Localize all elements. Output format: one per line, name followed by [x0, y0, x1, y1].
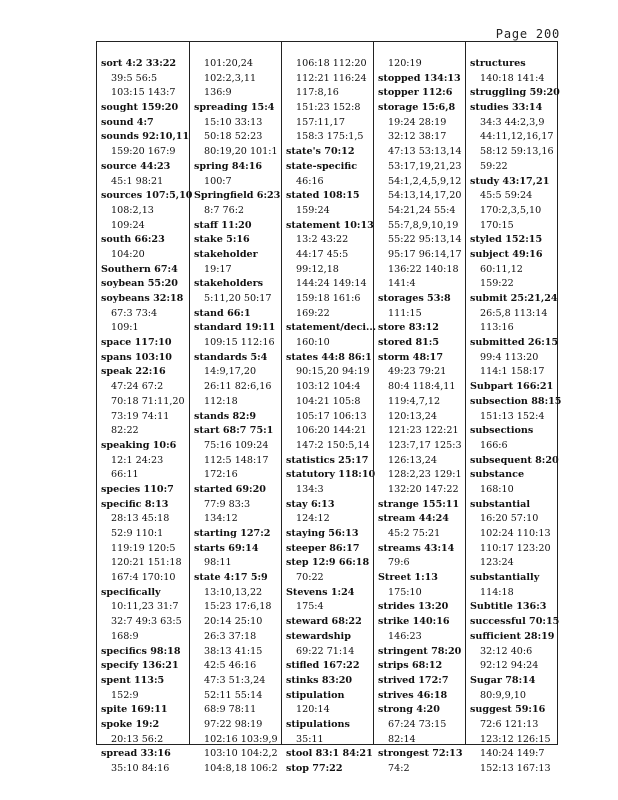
- index-reference: 32:12 38:17: [388, 131, 447, 143]
- index-entry: struggling 59:20: [470, 87, 560, 99]
- index-entry: subsections: [470, 425, 534, 437]
- index-reference: 108:2,13: [111, 204, 154, 216]
- index-entry: statement/deci...: [286, 322, 377, 334]
- index-reference: 132:20 147:22: [388, 483, 459, 495]
- index-reference: 175:10: [388, 586, 422, 598]
- index-reference: 35:10 84:16: [111, 763, 170, 774]
- index-reference: 38:13 41:15: [204, 645, 263, 657]
- index-entry: statistics 25:17: [286, 454, 369, 466]
- index-entry: stopped 134:13: [378, 72, 461, 84]
- index-reference: 98:11: [204, 557, 232, 569]
- index-reference: 101:20,24: [204, 58, 254, 69]
- index-column-1: [97, 42, 193, 774]
- index-entry: strides 13:20: [378, 601, 449, 613]
- index-reference: 49:23 79:21: [388, 366, 447, 378]
- index-reference: 13:10,13,22: [204, 586, 263, 598]
- index-reference: 19:17: [204, 263, 232, 275]
- index-reference: 111:15: [388, 307, 422, 319]
- index-reference: 72:6 121:13: [480, 718, 539, 730]
- index-reference: 54:1,2,4,5,9,12: [388, 175, 462, 187]
- index-entry: spoke 19:2: [101, 718, 160, 730]
- index-reference: 14:9,17,20: [204, 366, 257, 378]
- index-reference: 146:23: [388, 630, 422, 642]
- index-reference: 170:2,3,5,10: [480, 204, 542, 216]
- index-entry: steward 68:22: [286, 616, 362, 628]
- index-reference: 66:11: [111, 469, 139, 481]
- index-reference: 120:19: [388, 58, 422, 69]
- index-entry: styled 152:15: [470, 234, 543, 246]
- index-entry: studies 33:14: [470, 102, 543, 114]
- index-reference: 102:16 103:9,9: [204, 733, 278, 745]
- index-entry: stop 77:22: [286, 763, 343, 774]
- index-reference: 170:15: [480, 219, 514, 231]
- index-entry: streams 43:14: [378, 542, 455, 554]
- index-reference: 26:11 82:6,16: [204, 381, 272, 393]
- index-entry: Street 1:13: [378, 572, 438, 584]
- index-entry: Subtitle 136:3: [470, 601, 547, 613]
- index-reference: 45:5 59:24: [480, 190, 533, 202]
- index-entry: state 4:17 5:9: [194, 572, 268, 584]
- index-entry: space 117:10: [101, 337, 172, 349]
- index-entry: submitted 26:15: [470, 337, 559, 349]
- index-reference: 35:11: [296, 733, 324, 745]
- index-entry: specifics 98:18: [101, 645, 181, 657]
- index-entry: soybeans 32:18: [101, 293, 184, 304]
- index-reference: 159:24: [296, 204, 330, 216]
- index-column-4: [373, 42, 465, 774]
- index-entry: specify 136:21: [101, 660, 179, 672]
- index-entry: start 68:7 75:1: [194, 425, 274, 437]
- index-entry: stakeholders: [194, 278, 264, 290]
- index-reference: 13:2 43:22: [296, 234, 349, 246]
- index-entry: south 66:23: [101, 234, 165, 246]
- index-entry: Southern 67:4: [101, 263, 178, 275]
- index-reference: 113:16: [480, 322, 514, 334]
- index-reference: 119:4,7,12: [388, 395, 441, 407]
- index-reference: 8:7 76:2: [204, 204, 245, 216]
- index-reference: 119:19 120:5: [111, 542, 176, 554]
- index-entry: substantially: [470, 572, 540, 584]
- index-reference: 82:14: [388, 733, 416, 745]
- index-reference: 123:12 126:15: [480, 733, 551, 745]
- index-reference: 95:17 96:14,17: [388, 248, 462, 260]
- index-reference: 80:4 118:4,11: [388, 381, 456, 393]
- index-entry: stream 44:24: [378, 513, 449, 525]
- index-reference: 109:24: [111, 219, 145, 231]
- index-reference: 106:18 112:20: [296, 58, 367, 69]
- index-reference: 75:16 109:24: [204, 439, 269, 451]
- index-reference: 26:3 37:18: [204, 630, 257, 642]
- index-entry: species 110:7: [101, 483, 174, 495]
- index-reference: 54:13,14,17,20: [388, 190, 462, 202]
- index-reference: 109:1: [111, 322, 139, 334]
- index-reference: 26:5,8 113:14: [480, 307, 548, 319]
- index-entry: structures: [470, 58, 526, 69]
- index-reference: 103:12 104:4: [296, 381, 361, 393]
- index-entry: spite 169:11: [101, 704, 168, 716]
- index-reference: 77:9 83:3: [204, 498, 251, 510]
- index-reference: 168:10: [480, 483, 514, 495]
- index-entry: soybean 55:20: [101, 278, 178, 290]
- index-reference: 70:22: [296, 572, 324, 584]
- index-reference: 73:19 74:11: [111, 410, 170, 422]
- index-entry: strange 155:11: [378, 498, 460, 510]
- index-entry: Springfield 6:23: [194, 190, 281, 202]
- index-reference: 99:4 113:20: [480, 351, 539, 363]
- index-reference: 102:2,3,11: [204, 72, 257, 84]
- index-entry: spans 103:10: [101, 351, 172, 363]
- index-reference: 44:17 45:5: [296, 248, 349, 260]
- index-reference: 136:9: [204, 87, 232, 99]
- index-entry: sort 4:2 33:22: [101, 58, 177, 69]
- index-reference: 158:3 175:1,5: [296, 131, 364, 143]
- index-reference: 74:2: [388, 763, 410, 774]
- index-reference: 128:2,23 129:1: [388, 469, 462, 481]
- index-entry: stringent 78:20: [378, 645, 462, 657]
- index-entry: study 43:17,21: [470, 175, 550, 187]
- index-entry: spreading 15:4: [194, 102, 275, 114]
- index-reference: 123:24: [480, 557, 514, 569]
- index-reference: 60:11,12: [480, 263, 523, 275]
- index-entry: started 69:20: [194, 483, 266, 495]
- index-reference: 159:18 161:6: [296, 293, 361, 304]
- index-entry: step 12:9 66:18: [286, 557, 370, 569]
- index-entry: storages 53:8: [378, 293, 451, 304]
- index-reference: 47:13 53:13,14: [388, 146, 462, 158]
- index-entry: stool 83:1 84:21: [286, 748, 373, 760]
- index-entry: stinks 83:20: [286, 674, 353, 686]
- index-entry: statement 10:13: [286, 219, 374, 231]
- index-reference: 112:21 116:24: [296, 72, 367, 84]
- index-entry: sought 159:20: [101, 102, 179, 114]
- index-reference: 152:13 167:13: [480, 763, 551, 774]
- index-entry: strived 172:7: [378, 674, 449, 686]
- index-reference: 168:9: [111, 630, 139, 642]
- index-reference: 68:9 78:11: [204, 704, 257, 716]
- index-reference: 47:24 67:2: [111, 381, 164, 393]
- index-reference: 55:22 95:13,14: [388, 234, 462, 246]
- index-reference: 70:18 71:11,20: [111, 395, 185, 407]
- index-entry: starting 127:2: [194, 528, 271, 539]
- index-entry: stored 81:5: [378, 337, 440, 349]
- index-reference: 126:13,24: [388, 454, 438, 466]
- index-entry: speaking 10:6: [101, 439, 177, 451]
- index-entry: successful 70:15: [470, 616, 560, 628]
- index-reference: 20:13 56:2: [111, 733, 164, 745]
- index-reference: 67:3 73:4: [111, 307, 158, 319]
- index-reference: 109:15 112:16: [204, 337, 275, 349]
- index-reference: 169:22: [296, 307, 330, 319]
- index-reference: 104:21 105:8: [296, 395, 361, 407]
- index-reference: 134:3: [296, 483, 324, 495]
- index-reference: 120:13,24: [388, 410, 438, 422]
- index-column-2: [189, 42, 281, 774]
- index-entry: store 83:12: [378, 322, 439, 334]
- index-reference: 12:1 24:23: [111, 454, 164, 466]
- index-reference: 20:14 25:10: [204, 616, 263, 628]
- index-reference: 59:22: [480, 160, 508, 172]
- index-reference: 106:20 144:21: [296, 425, 367, 437]
- index-entry: storm 48:17: [378, 351, 444, 363]
- index-reference: 97:22 98:19: [204, 718, 263, 730]
- index-reference: 117:8,16: [296, 87, 339, 99]
- index-reference: 144:24 149:14: [296, 278, 367, 290]
- index-entry: source 44:23: [101, 160, 171, 172]
- index-reference: 123:7,17 125:3: [388, 439, 462, 451]
- index-reference: 172:16: [204, 469, 238, 481]
- index-reference: 175:4: [296, 601, 324, 613]
- index-reference: 80:19,20 101:1: [204, 146, 278, 158]
- index-reference: 32:7 49:3 63:5: [111, 616, 182, 628]
- index-reference: 160:10: [296, 337, 330, 349]
- index-entry: stay 6:13: [286, 498, 335, 510]
- index-column-3: [281, 42, 377, 774]
- index-reference: 100:7: [204, 175, 232, 187]
- index-reference: 54:21,24 55:4: [388, 204, 456, 216]
- index-entry: spent 113:5: [101, 674, 165, 686]
- page-number: Page 200: [495, 27, 560, 41]
- index-reference: 103:15 143:7: [111, 87, 176, 99]
- index-reference: 136:22 140:18: [388, 263, 459, 275]
- index-reference: 140:24 149:7: [480, 748, 545, 760]
- index-reference: 15:10 33:13: [204, 116, 263, 128]
- index-reference: 121:23 122:21: [388, 425, 459, 437]
- index-entry: subject 49:16: [470, 248, 543, 260]
- index-entry: substantial: [470, 498, 531, 510]
- index-reference: 99:12,18: [296, 263, 339, 275]
- index-reference: 52:11 55:14: [204, 689, 263, 701]
- index-entry: substance: [470, 469, 525, 481]
- index-reference: 114:18: [480, 586, 514, 598]
- index-reference: 55:7,8,9,10,19: [388, 219, 459, 231]
- index-entry: standards 5:4: [194, 351, 268, 363]
- index-entry: strips 68:12: [378, 660, 443, 672]
- index-reference: 141:4: [388, 278, 416, 290]
- index-reference: 28:13 45:18: [111, 513, 170, 525]
- index-reference: 110:17 123:20: [480, 542, 551, 554]
- index-entry: suggest 59:16: [470, 704, 546, 716]
- index-entry: stewardship: [286, 630, 351, 642]
- index-reference: 47:3 51:3,24: [204, 674, 266, 686]
- index-reference: 45:1 98:21: [111, 175, 164, 187]
- index-entry: Subpart 166:21: [470, 381, 554, 393]
- index-reference: 58:12 59:13,16: [480, 146, 554, 158]
- index-entry: storage 15:6,8: [378, 102, 456, 114]
- index-reference: 80:9,9,10: [480, 689, 526, 701]
- index-entry: speak 22:16: [101, 366, 166, 378]
- index-entry: sound 4:7: [101, 116, 154, 128]
- index-reference: 157:11,17: [296, 116, 346, 128]
- index-entry: spring 84:16: [194, 160, 263, 172]
- index-entry: sufficient 28:19: [470, 630, 555, 642]
- index-reference: 32:12 40:6: [480, 645, 533, 657]
- index-reference: 152:9: [111, 689, 139, 701]
- index-entry: starts 69:14: [194, 542, 259, 554]
- index-reference: 104:20: [111, 248, 145, 260]
- index-reference: 53:17,19,21,23: [388, 160, 462, 172]
- index-reference: 79:6: [388, 557, 410, 569]
- index-reference: 147:2 150:5,14: [296, 439, 370, 451]
- index-reference: 42:5 46:16: [204, 660, 257, 672]
- index-reference: 159:20 167:9: [111, 146, 176, 158]
- index-entry: state-specific: [286, 160, 358, 172]
- index-entry: stakeholder: [194, 248, 258, 260]
- index-entry: submit 25:21,24: [470, 293, 558, 304]
- index-reference: 103:10 104:2,2: [204, 748, 278, 760]
- index-reference: 69:22 71:14: [296, 645, 355, 657]
- index-entry: sources 107:5,10: [101, 190, 193, 202]
- index-reference: 50:18 52:23: [204, 131, 263, 143]
- index-entry: stopper 112:6: [378, 87, 453, 99]
- index-reference: 159:22: [480, 278, 514, 290]
- index-reference: 5:11,20 50:17: [204, 293, 272, 304]
- index-reference: 39:5 56:5: [111, 72, 158, 84]
- index-reference: 134:12: [204, 513, 238, 525]
- index-reference: 19:24 28:19: [388, 116, 447, 128]
- index-reference: 44:11,12,16,17: [480, 131, 554, 143]
- index-reference: 10:11,23 31:7: [111, 601, 179, 613]
- index-entry: staying 56:13: [286, 528, 359, 539]
- index-entry: stifled 167:22: [286, 660, 360, 672]
- index-entry: sounds 92:10,11: [101, 131, 190, 143]
- index-reference: 166:6: [480, 439, 508, 451]
- index-entry: stake 5:16: [194, 234, 250, 246]
- index-entry: subsequent 8:20: [470, 454, 559, 466]
- index-reference: 45:2 75:21: [388, 528, 441, 539]
- index-entry: Sugar 78:14: [470, 674, 536, 686]
- index-reference: 151:23 152:8: [296, 102, 361, 114]
- index-reference: 112:18: [204, 395, 238, 407]
- index-entry: specific 8:13: [101, 498, 169, 510]
- index-entry: stated 108:15: [286, 190, 360, 202]
- index-entry: standard 19:11: [194, 322, 276, 334]
- index-entry: strongest 72:13: [378, 748, 463, 760]
- index-entry: strike 140:16: [378, 616, 450, 628]
- index-reference: 114:1 158:17: [480, 366, 545, 378]
- index-entry: spread 33:16: [101, 748, 171, 760]
- index-reference: 82:22: [111, 425, 139, 437]
- index-entry: state's 70:12: [286, 146, 355, 158]
- index-reference: 140:18 141:4: [480, 72, 545, 84]
- index-reference: 104:8,18 106:2: [204, 763, 278, 774]
- index-entry: strong 4:20: [378, 704, 440, 716]
- index-reference: 105:17 106:13: [296, 410, 367, 422]
- index-reference: 120:21 151:18: [111, 557, 182, 569]
- index-column-5: [465, 42, 562, 774]
- index-reference: 16:20 57:10: [480, 513, 539, 525]
- index-reference: 102:24 110:13: [480, 528, 551, 539]
- index-entry: subsection 88:15: [470, 395, 562, 407]
- index-entry: staff 11:20: [194, 219, 252, 231]
- index-reference: 52:9 110:1: [111, 528, 164, 539]
- index-reference: 34:3 44:2,3,9: [480, 116, 545, 128]
- index-entry: stipulation: [286, 689, 345, 701]
- index-reference: 112:5 148:17: [204, 454, 269, 466]
- index-reference: 124:12: [296, 513, 330, 525]
- index-entry: strives 46:18: [378, 689, 448, 701]
- index-reference: 15:23 17:6,18: [204, 601, 272, 613]
- index-reference: 92:12 94:24: [480, 660, 539, 672]
- index-reference: 151:13 152:4: [480, 410, 545, 422]
- index-entry: specifically: [101, 586, 161, 598]
- index-entry: stands 82:9: [194, 410, 257, 422]
- index-reference: 90:15,20 94:19: [296, 366, 370, 378]
- index-reference: 167:4 170:10: [111, 572, 176, 584]
- index-entry: states 44:8 86:1: [286, 351, 372, 363]
- index-entry: stand 66:1: [194, 307, 251, 319]
- index-entry: statutory 118:10: [286, 469, 376, 481]
- index-entry: steeper 86:17: [286, 542, 360, 554]
- index-table: [96, 41, 562, 774]
- index-reference: 67:24 73:15: [388, 718, 447, 730]
- index-entry: Stevens 1:24: [286, 586, 355, 598]
- index-entry: stipulations: [286, 718, 350, 730]
- index-reference: 46:16: [296, 175, 324, 187]
- index-reference: 120:14: [296, 704, 330, 716]
